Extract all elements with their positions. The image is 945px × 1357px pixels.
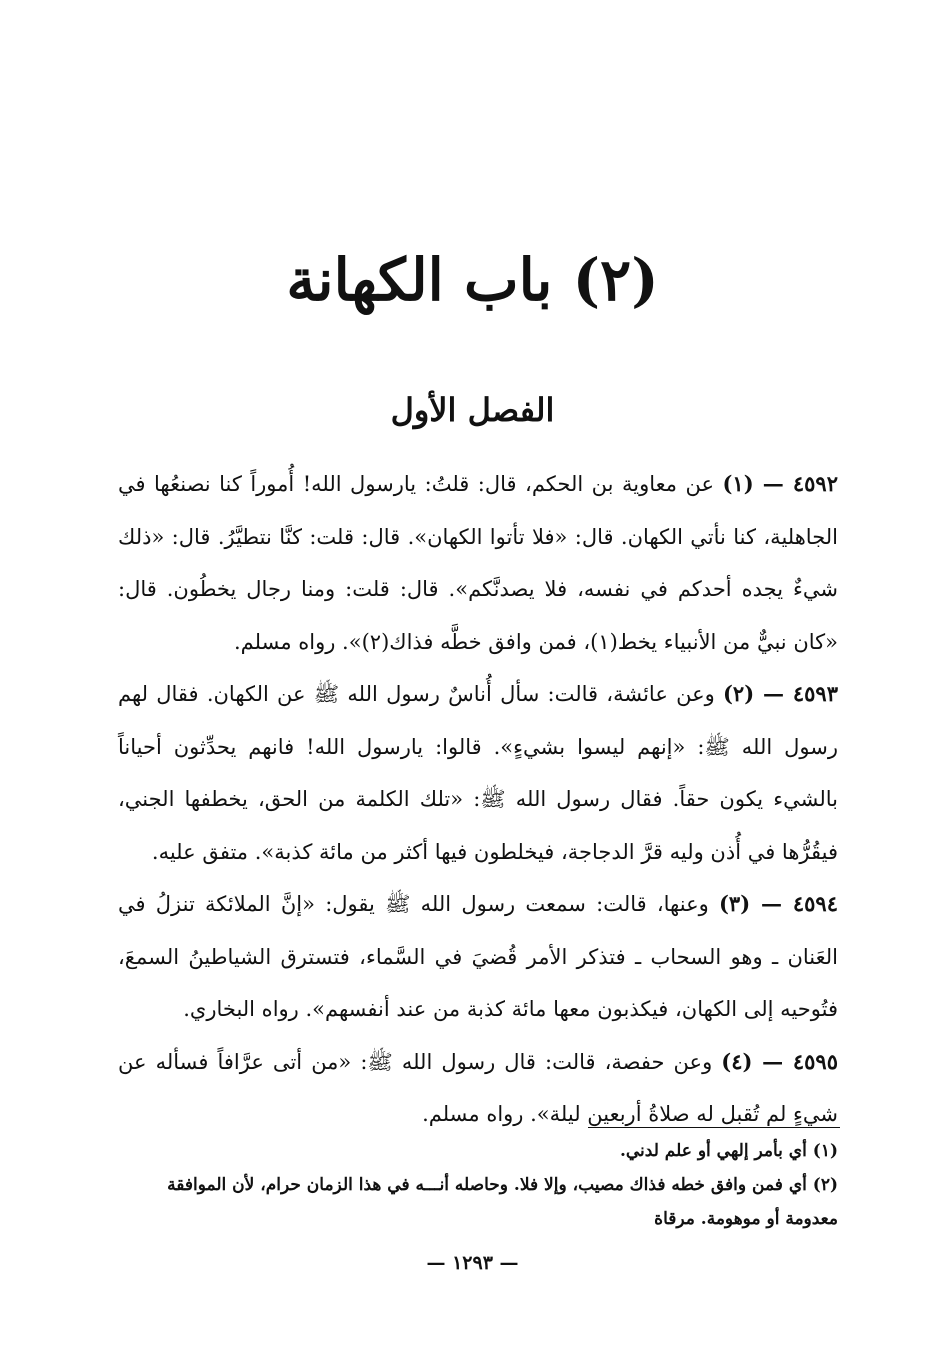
hadith-text: وعنها، قالت: سمعت رسول الله ﷺ يقول: «إنَّ الملائكة تنزلُ في العَنان ـ وهو السحاب ـ فتذكر الأمر قُضيَ في السَّماء، فتسترق الشياطينُ السمعَ، فتُوحيه إلى الكهان، فيكذبون معها مائة كذبة من عند أنفسهم». رواه البخاري. — [118, 892, 838, 1021]
hadith-number: ٤٥٩٥ — (٤) — [721, 1048, 838, 1074]
hadith-paragraph — [118, 1036, 838, 1141]
hadith-text: وعن عائشة، قالت: سأل أُناسٌ رسول الله ﷺ عن الكهان. فقال لهم رسول الله ﷺ: «إنهم ليسوا بشيءٍ». قالوا: يارسول الله! فانهم يحدِّثون أحياناً بالشيء يكون حقاً. فقال رسول الله ﷺ: «تلك الكلمة من الحق، يخطفها الجني، فيقُرُّها في أُذن وليه قرَّ الدجاجة، فيخلطون فيها أكثر من مائة كذبة». متفق عليه. — [118, 682, 838, 864]
hadith-paragraph — [118, 878, 838, 1036]
hadith-number: ٤٥٩٢ — (١) — [722, 471, 838, 496]
hadith-list — [118, 458, 838, 1141]
hadith-text: عن معاوية بن الحكم، قال: قلتُ: يارسول الله! أُموراً كنا نصنعُها في الجاهلية، كنا نأتي الكهان. قال: «فلا تأتوا الكهان». قال: قلت: كنَّا نتطيَّرُ. قال: «ذلك شيءٌ يجده أحدكم في نفسه، فلا يصدنَّكم». قال: قلت: ومنا رجال يخطُون. قال: «كان نبيٌّ من الأنبياء يخط(١)، فمن وافق خطَّه فذاك(٢)». رواه مسلم. — [118, 472, 838, 654]
footnote: (١) أي بأمر إلهي أو علم لدني. — [619, 1141, 838, 1161]
page-number: — ١٢٩٣ — — [426, 1252, 519, 1274]
hadith-number: ٤٥٩٣ — (٢) — [722, 681, 838, 706]
footnote: (٢) أي فمن وافق خطه فذاك مصيب، وإلا فلا. وحاصله أنـــه في هذا الزمان حرام، لأن الموافقة معدومة أو موهومة. مرقاة — [167, 1175, 838, 1229]
chapter-title: (٢) باب الكهانة — [286, 246, 659, 314]
hadith-paragraph — [118, 458, 838, 668]
hadith-text: وعن حفصة، قالت: قال رسول الله ﷺ: «من أتى عرَّافاً فسأله عن شيءٍ لم تُقبل له صلاةُ أربعين ليلة». رواه مسلم. — [118, 1049, 838, 1126]
footnote-divider — [588, 1127, 840, 1128]
footnotes — [118, 1134, 838, 1236]
hadith-paragraph — [118, 668, 838, 878]
section-title: الفصل الأول — [390, 391, 555, 429]
hadith-number: ٤٥٩٤ — (٣) — [718, 891, 838, 916]
